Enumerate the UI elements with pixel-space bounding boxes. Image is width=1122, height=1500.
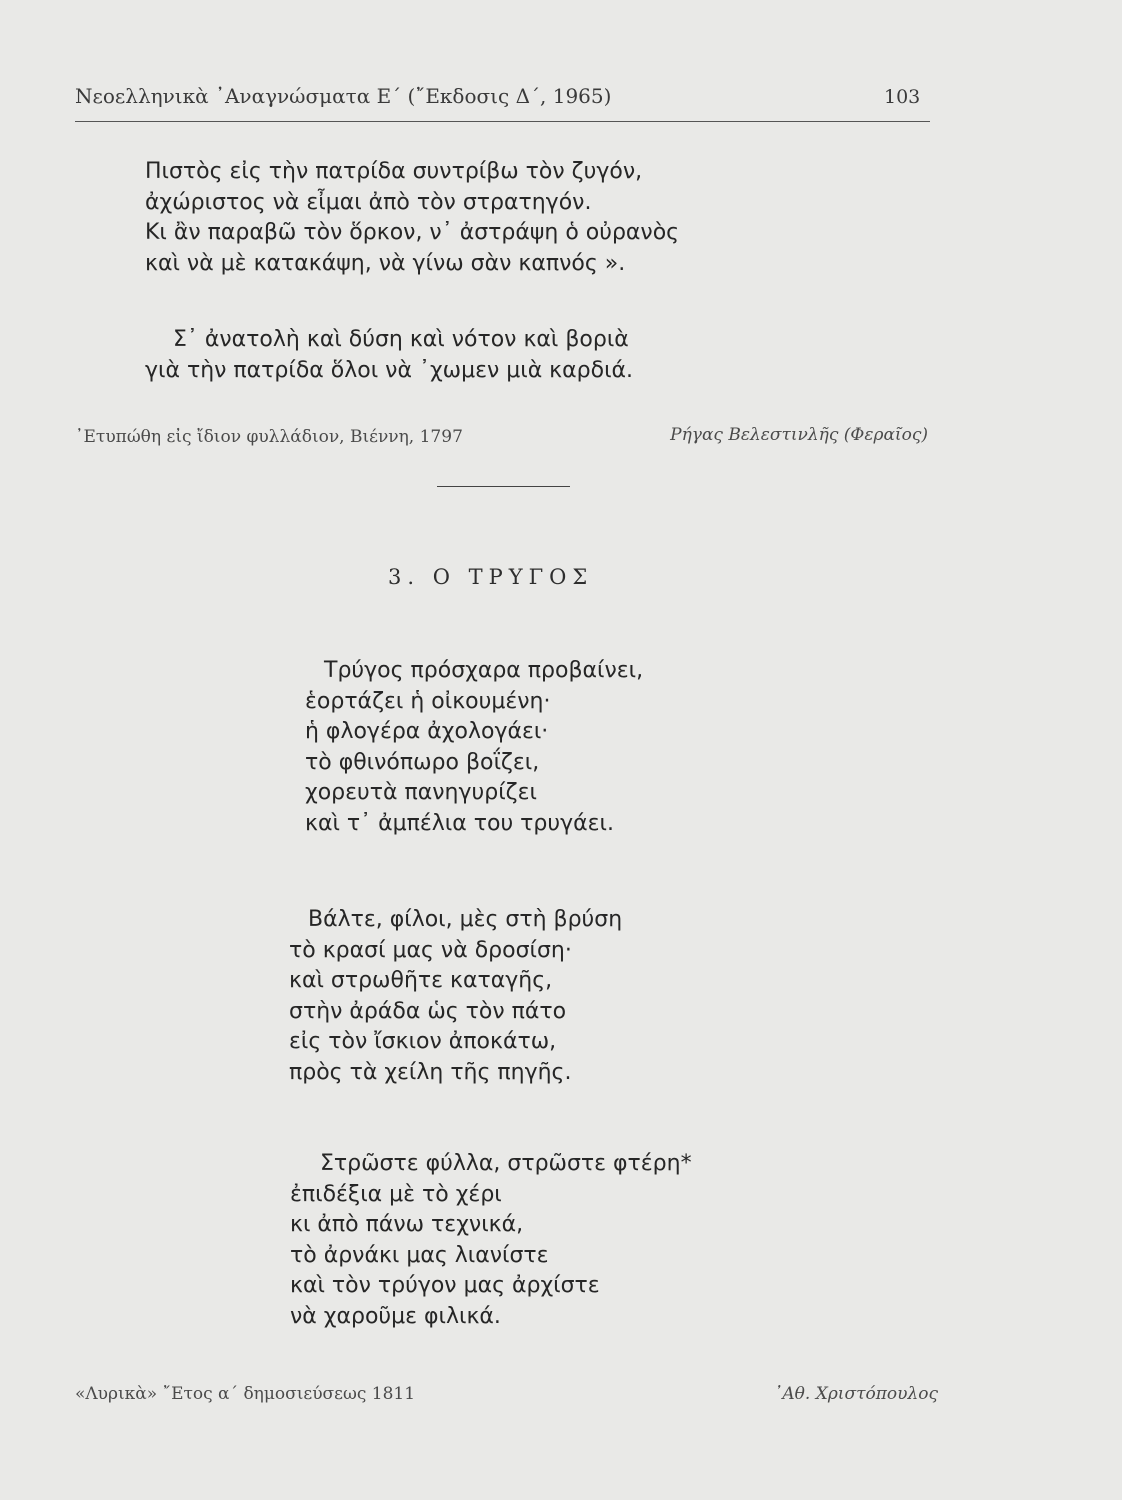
verse-line: Τρύγος πρόσχαρα προβαίνει, bbox=[324, 658, 644, 683]
running-head: Νεοελληνικὰ ᾿Αναγνώσματα Ε΄ (῎Εκδοσις Δ΄, 1965) bbox=[75, 84, 612, 108]
poem2-stanza3 bbox=[290, 1149, 692, 1332]
verse-line: κι ἀπὸ πάνω τεχνικά, bbox=[290, 1212, 524, 1237]
poem2-source: «Λυρικὰ» ῎Ετος α΄ δημοσιεύσεως 1811 bbox=[75, 1384, 416, 1404]
page-number: 103 bbox=[884, 86, 921, 108]
verse-line: τὸ ἀρνάκι μας λιανίστε bbox=[290, 1242, 549, 1268]
verse-line: Στρῶστε φύλλα, στρῶστε φτέρη* bbox=[320, 1151, 692, 1176]
verse-line: γιὰ τὴν πατρίδα ὅλοι νὰ ᾿χωμεν μιὰ καρδιά. bbox=[145, 357, 634, 383]
poem1-stanza1 bbox=[145, 157, 679, 279]
verse-line: εἰς τὸν ἴσκιον ἀποκάτω, bbox=[289, 1029, 557, 1054]
verse-line: πρὸς τὰ χείλη τῆς πηγῆς. bbox=[289, 1059, 572, 1085]
verse-line: τὸ φθινόπωρο βοΐζει, bbox=[305, 749, 540, 775]
verse-line: καὶ στρωθῆτε καταγῆς, bbox=[289, 968, 553, 993]
verse-line: Κι ἂν παραβῶ τὸν ὅρκον, ν᾿ ἀστράψη ὁ οὐρανὸς bbox=[145, 220, 680, 245]
poem2-stanza1 bbox=[305, 656, 643, 839]
verse-line: Βάλτε, φίλοι, μὲς στὴ βρύση bbox=[308, 907, 623, 932]
verse-line: Πιστὸς εἰς τὴν πατρίδα συντρίβω τὸν ζυγόν, bbox=[145, 159, 643, 184]
section-separator bbox=[437, 486, 570, 487]
poem1-author: Ρήγας Βελεστινλῆς (Φεραῖος) bbox=[670, 425, 928, 445]
verse-line: τὸ κρασί μας νὰ δροσίση· bbox=[289, 937, 572, 963]
poem2-title: 3. Ο ΤΡΥΓΟΣ bbox=[388, 565, 594, 589]
poem2-author: ᾿Αθ. Χριστόπουλος bbox=[773, 1384, 938, 1404]
verse-line: χορευτὰ πανηγυρίζει bbox=[305, 780, 537, 805]
verse-line: καὶ νὰ μὲ κατακάψη, νὰ γίνω σὰν καπνός ». bbox=[145, 250, 626, 276]
header-rule bbox=[75, 121, 930, 122]
poem2-stanza2 bbox=[289, 905, 622, 1088]
verse-line: καὶ τὸν τρύγον μας ἀρχίστε bbox=[290, 1273, 600, 1298]
verse-line: ἐπιδέξια μὲ τὸ χέρι bbox=[290, 1181, 502, 1207]
verse-line: ἑορτάζει ἡ οἰκουμένη· bbox=[305, 688, 551, 714]
verse-line: νὰ χαροῦμε φιλικά. bbox=[290, 1303, 501, 1329]
poem1-stanza2 bbox=[145, 325, 634, 386]
verse-line: ἀχώριστος νὰ εἶμαι ἀπὸ τὸν στρατηγόν. bbox=[145, 189, 592, 215]
poem1-source: ᾿Ετυπώθη εἰς ἴδιον φυλλάδιον, Βιέννη, 1797 bbox=[75, 427, 463, 447]
verse-line: καὶ τ᾿ ἀμπέλια του τρυγάει. bbox=[305, 810, 614, 836]
verse-line: Σ᾿ ἀνατολὴ καὶ δύση καὶ νότον καὶ βοριὰ bbox=[173, 327, 629, 352]
verse-line: στὴν ἀράδα ὡς τὸν πάτο bbox=[289, 998, 567, 1024]
verse-line: ἡ φλογέρα ἀχολογάει· bbox=[305, 719, 549, 744]
